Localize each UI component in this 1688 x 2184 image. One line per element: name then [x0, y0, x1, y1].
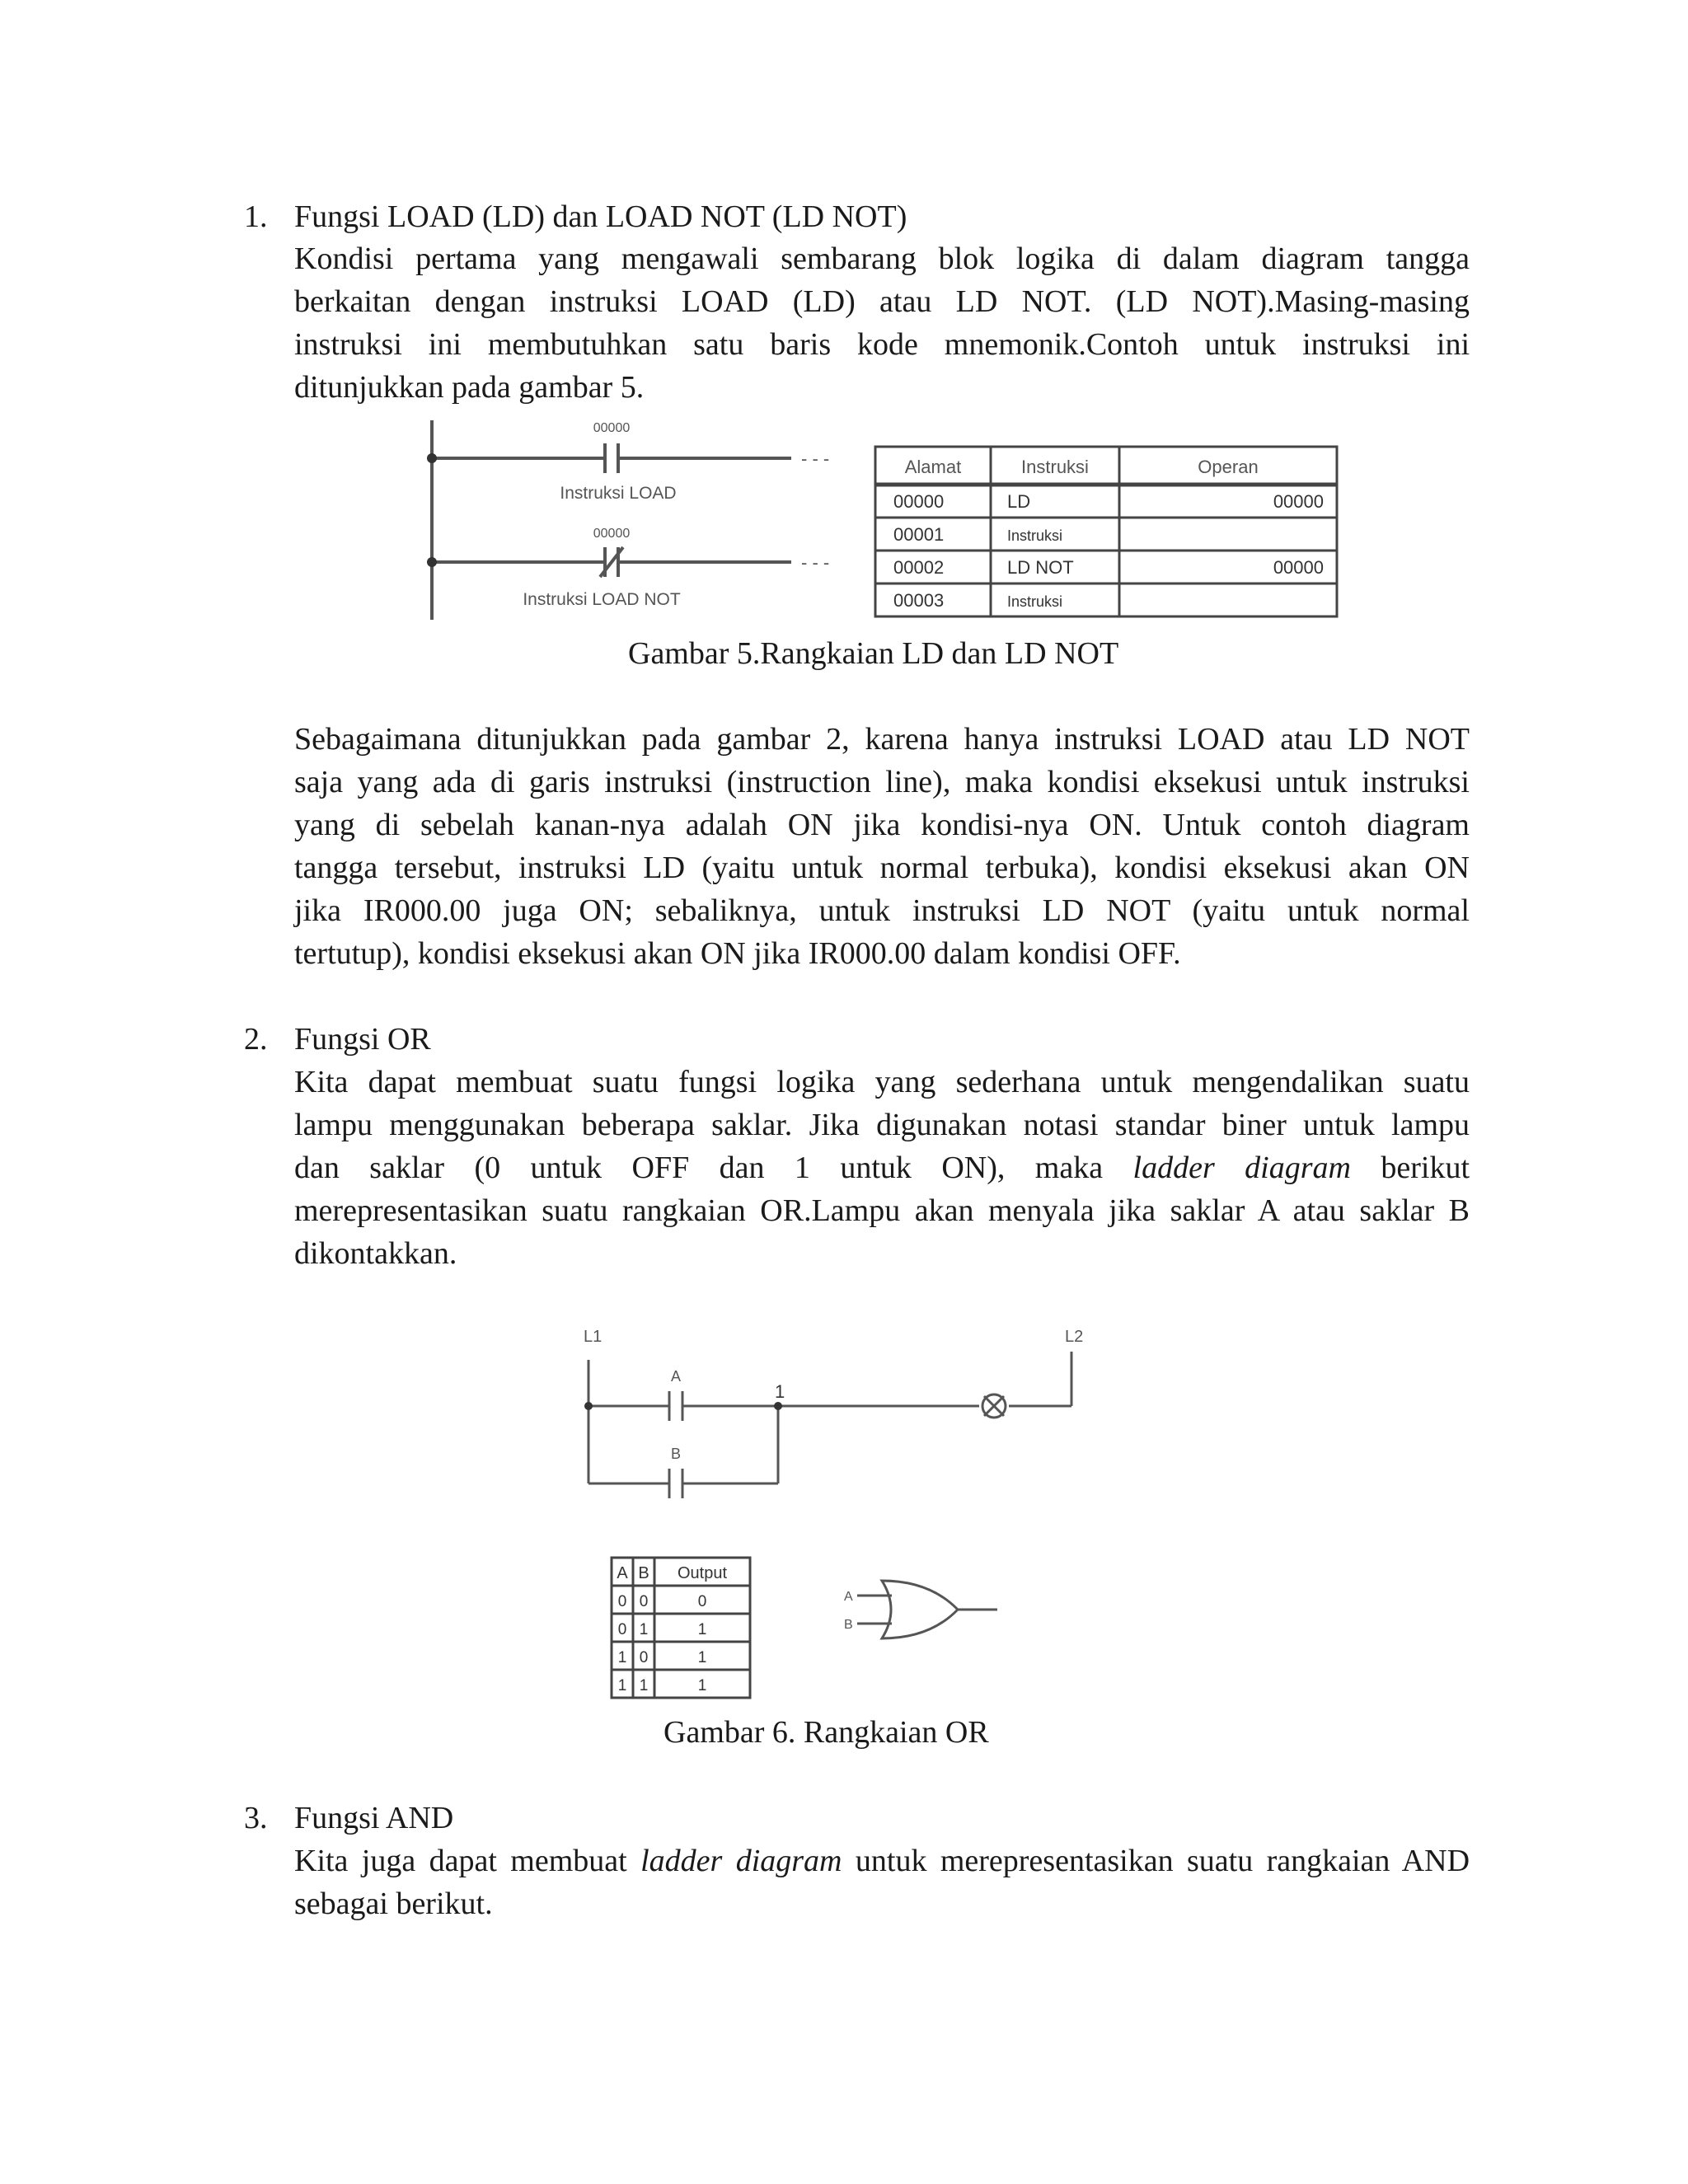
section-1-body-line: Sebagaimana ditunjukkan pada gambar 2, karena hanya instruksi LOAD atau LD NOT	[294, 722, 1470, 757]
truth-cell: 1	[697, 1621, 707, 1638]
section-2-number: 2.	[244, 1022, 268, 1057]
ladder-continuation: - - -	[801, 552, 830, 573]
table-cell: LD NOT	[1007, 557, 1074, 578]
or-truth-table	[608, 1554, 757, 1703]
section-2-title: Fungsi OR	[294, 1022, 431, 1057]
section-1-body-line: tertutup), kondisi eksekusi akan ON jika IR000.00 dalam kondisi OFF.	[294, 936, 1181, 971]
node-1-label: 1	[775, 1381, 785, 1402]
figure-6-ladder	[577, 1319, 1104, 1516]
section-2-line: Kita dapat membuat suatu fungsi logika yang sederhana untuk mengendalikan suatu	[294, 1065, 1470, 1099]
section-2-line: lampu menggunakan beberapa saklar. Jika digunakan notasi standar biner untuk lampu	[294, 1108, 1470, 1142]
table-cell: 00002	[893, 557, 945, 578]
rail-l2-label: L2	[1065, 1328, 1084, 1346]
section-3-number: 3.	[244, 1801, 268, 1835]
gate-input-a: A	[844, 1590, 853, 1604]
truth-cell: 1	[639, 1621, 649, 1638]
figure-5-caption: Gambar 5.Rangkaian LD dan LD NOT	[628, 636, 1119, 671]
section-2-line: dan saklar (0 untuk OFF dan 1 untuk ON), maka ladder diagram berikut	[294, 1151, 1470, 1185]
table-header-alamat: Alamat	[904, 457, 962, 477]
section-1-line: ditunjukkan pada gambar 5.	[294, 370, 645, 405]
section-1-line: Kondisi pertama yang mengawali sembarang blok logika di dalam diagram tangga	[294, 241, 1470, 276]
table-header-instruksi: Instruksi	[1021, 457, 1089, 477]
truth-cell: 1	[617, 1677, 627, 1694]
section-1-title: Fungsi LOAD (LD) dan LOAD NOT (LD NOT)	[294, 199, 907, 234]
truth-cell: 0	[617, 1621, 627, 1638]
table-cell: 00000	[1273, 557, 1324, 578]
figure-6-caption: Gambar 6. Rangkaian OR	[663, 1715, 989, 1750]
table-header-operan: Operan	[1198, 457, 1259, 477]
truth-cell: 0	[639, 1649, 649, 1666]
table-cell: 00000	[893, 491, 945, 512]
contact-a-label: A	[670, 1368, 682, 1385]
contact-1-label: Instruksi LOAD	[560, 484, 677, 503]
gate-input-b: B	[844, 1618, 853, 1632]
truth-header: A	[617, 1564, 628, 1582]
section-2-line: merepresentasikan suatu rangkaian OR.Lampu akan menyala jika saklar A atau saklar B	[294, 1193, 1470, 1228]
section-1-number: 1.	[244, 199, 268, 234]
rail-l1-label: L1	[584, 1328, 603, 1346]
contact-2-address: 00000	[593, 527, 631, 541]
truth-cell: 0	[617, 1593, 627, 1610]
table-cell: Instruksi	[1007, 593, 1063, 610]
truth-cell: 1	[697, 1649, 707, 1666]
section-3-line: sebagai berikut.	[294, 1886, 493, 1921]
section-3-line: Kita juga dapat membuat ladder diagram untuk merepresentasikan suatu rangkaian AND	[294, 1844, 1470, 1878]
section-1-line: instruksi ini membutuhkan satu baris kode mnemonik.Contoh untuk instruksi ini	[294, 327, 1470, 362]
ladder-continuation: - - -	[801, 448, 830, 469]
truth-cell: 1	[697, 1677, 707, 1694]
section-1-body-line: saja yang ada di garis instruksi (instruction line), maka kondisi eksekusi untuk instruksi	[294, 765, 1470, 799]
contact-1-address: 00000	[593, 421, 631, 435]
truth-cell: 0	[639, 1593, 649, 1610]
table-cell: 00003	[893, 590, 945, 611]
figure-5	[420, 412, 1343, 626]
truth-header: Output	[677, 1564, 728, 1582]
table-cell: 00000	[1273, 491, 1324, 512]
section-3-title: Fungsi AND	[294, 1801, 454, 1835]
section-1-line: berkaitan dengan instruksi LOAD (LD) atau LD NOT. (LD NOT).Masing-masing	[294, 284, 1470, 319]
table-cell: LD	[1007, 491, 1031, 512]
table-cell: 00001	[893, 524, 945, 545]
contact-b-label: B	[670, 1446, 682, 1462]
or-gate-symbol	[841, 1564, 1014, 1655]
section-1-body-line: tangga tersebut, instruksi LD (yaitu untuk normal terbuka), kondisi eksekusi akan ON	[294, 851, 1470, 885]
truth-header: B	[638, 1564, 649, 1582]
section-2-line: dikontakkan.	[294, 1236, 457, 1271]
truth-cell: 1	[617, 1649, 627, 1666]
contact-2-label: Instruksi LOAD NOT	[523, 590, 681, 609]
table-cell: Instruksi	[1007, 527, 1063, 544]
truth-cell: 1	[639, 1677, 649, 1694]
truth-cell: 0	[697, 1593, 707, 1610]
section-1-body-line: yang di sebelah kanan-nya adalah ON jika kondisi-nya ON. Untuk contoh diagram	[294, 808, 1470, 842]
section-1-body-line: jika IR000.00 juga ON; sebaliknya, untuk instruksi LD NOT (yaitu untuk normal	[294, 893, 1470, 928]
